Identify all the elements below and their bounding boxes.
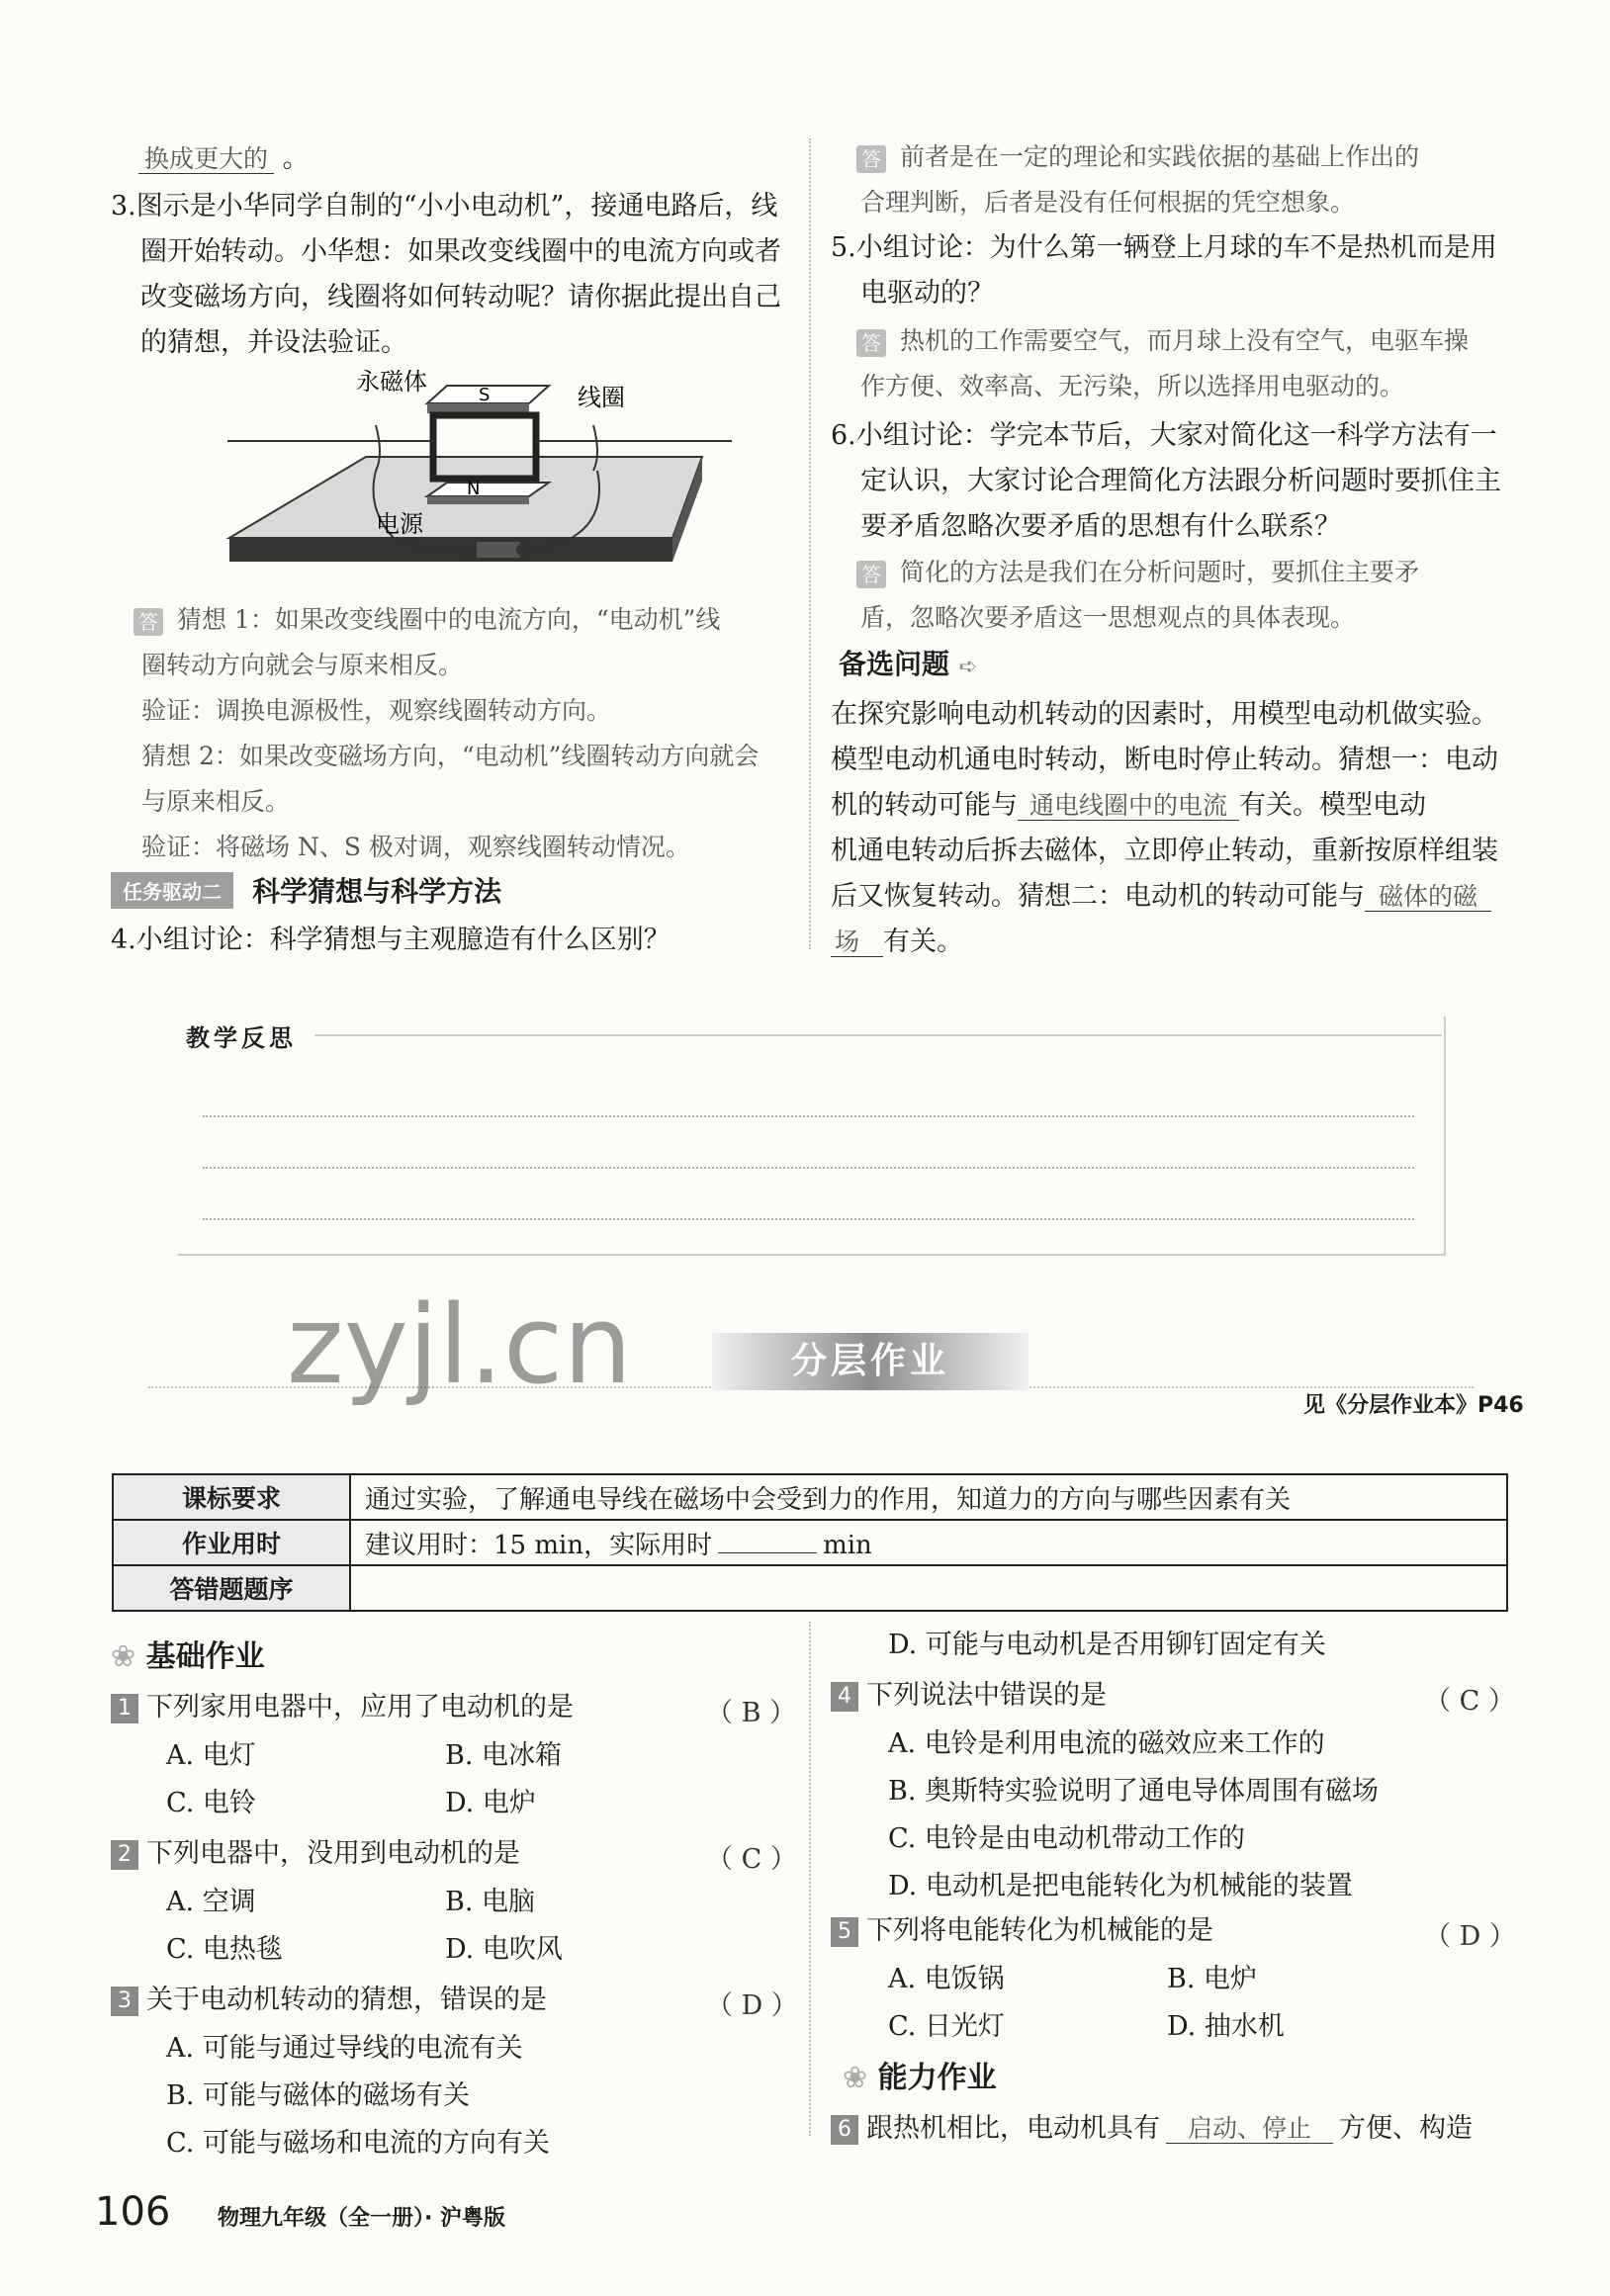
option-b: B. 可能与磁体的磁场有关 [166, 2080, 471, 2111]
option-b: B. 奥斯特实验说明了通电导体周围有磁场 [888, 1776, 1380, 1807]
answer-icon: 答 [134, 608, 163, 636]
reflection-line-3 [203, 1218, 1414, 1220]
table-row: 答错题题序 [113, 1565, 1507, 1611]
layered-reference: 见《分层作业本》P46 [1303, 1393, 1524, 1418]
basic-question-2: 2 下列电器中，没用到电动机的是 [111, 1831, 520, 1877]
basic-question-1: 1 下列家用电器中，应用了电动机的是 [111, 1685, 574, 1730]
actual-time-blank[interactable] [718, 1552, 817, 1553]
option-d: D. 可能与电动机是否用铆钉固定有关 [888, 1630, 1326, 1660]
backup-title: 备选问题 ➪ [839, 648, 978, 680]
answer-q4: （ C ） [1424, 1686, 1515, 1717]
backup-question: 在探究影响电动机转动的因素时，用模型电动机做实验。 模型电动机通电时转动，断电时停止转动。猜想一：电动 机的转动可能与 通电线圈中的电流 有关。模型电动 机通电转动后拆去磁体，立即停止转动，重新按原样组装 后又恢复转动。猜想二：电动机的转动可能与 磁体的磁 场 有关。 [831, 699, 1498, 957]
basic-question-5: 5 下列将电能转化为机械能的是 [831, 1908, 1213, 1954]
option-d: D. 抽水机 [1167, 2011, 1285, 2042]
question-4: 4.小组讨论：科学猜想与主观臆造有什么区别？ [111, 925, 671, 955]
column-divider-lower [809, 1622, 811, 2136]
leaf-icon: ❀ [843, 2061, 868, 2095]
reflection-line-2 [203, 1167, 1414, 1169]
label-power: 电源 [376, 510, 423, 538]
answer-icon: 答 [856, 145, 886, 173]
option-c: C. 日光灯 [888, 2011, 1005, 2042]
task-tag: 任务驱动二 [111, 872, 233, 909]
answer-q5: （ D ） [1424, 1921, 1516, 1952]
column-divider [809, 138, 811, 949]
book-title: 物理九年级（全一册）· 沪粤版 [218, 2206, 506, 2231]
option-c: C. 电铃是由电动机带动工作的 [888, 1823, 1245, 1854]
task-heading [111, 870, 501, 906]
table-row: 课标要求 通过实验，了解通电导线在磁场中会受到力的作用，知道力的方向与哪些因素有关 [113, 1474, 1507, 1520]
ability-title: ❀ 能力作业 [843, 2061, 997, 2095]
table-row: 作业用时 建议用时：15 min，实际用时 min [113, 1520, 1507, 1565]
option-a: A. 空调 [166, 1887, 256, 1917]
option-c: C. 电热毯 [166, 1934, 283, 1965]
option-c: C. 电铃 [166, 1788, 256, 1818]
reflection-line-1 [203, 1115, 1414, 1117]
option-d: D. 电吹风 [445, 1934, 563, 1965]
option-b: B. 电脑 [445, 1887, 536, 1917]
option-a: A. 可能与通过导线的电流有关 [166, 2033, 523, 2064]
option-c: C. 可能与磁场和电流的方向有关 [166, 2128, 550, 2159]
answer-icon: 答 [856, 329, 886, 357]
question-6: 6.小组讨论：学完本节后，大家对简化这一科学方法有一 定认识，大家讨论合理简化方法跟分析问题时要抓住主 要矛盾忽略次要矛盾的思想有什么联系？ [831, 420, 1501, 542]
reflection-rule [314, 1034, 1442, 1036]
wrong-answers-cell[interactable] [350, 1565, 1507, 1611]
option-b: B. 电炉 [1167, 1964, 1258, 1994]
arrow-icon: ➪ [958, 655, 978, 679]
task-title: 科学猜想与科学方法 [252, 875, 502, 908]
ability-question-6: 6 跟热机相比，电动机具有 启动、停止 方便、构造 [831, 2106, 1473, 2152]
answer-4: 答 前者是在一定的理论和实践依据的基础上作出的 合理判断，后者是没有任何根据的凭空想象。 [856, 134, 1529, 225]
answer-icon: 答 [856, 561, 886, 588]
basic-question-4: 4 下列说法中错误的是 [831, 1673, 1107, 1719]
basic-title: ❀ 基础作业 [111, 1639, 265, 1674]
option-a: A. 电灯 [166, 1740, 256, 1771]
requirements-table [112, 1473, 1508, 1612]
option-a: A. 电铃是利用电流的磁效应来工作的 [888, 1728, 1325, 1759]
answer-5: 答 热机的工作需要空气，而月球上没有空气，电驱车操 作方便、效率高、无污染，所以选择用电驱动的。 [856, 318, 1529, 409]
label-n: N [467, 479, 481, 499]
motor-figure [218, 368, 732, 595]
basic-question-3: 3 关于电动机转动的猜想，错误的是 [111, 1978, 547, 2023]
label-s: S [479, 385, 491, 405]
answer-q1: （ B ） [706, 1698, 797, 1728]
layered-title: 分层作业 [712, 1333, 1029, 1390]
option-b: B. 电冰箱 [445, 1740, 563, 1771]
answer-6: 答 简化的方法是我们在分析问题时，要抓住主要矛 盾，忽略次要矛盾这一思想观点的具体表现。 [856, 550, 1529, 641]
question-3: 3.图示是小华同学自制的“小小电动机”，接通电路后，线 圈开始转动。小华想：如果改变线圈中的电流方向或者 改变磁场方向，线圈将如何转动呢？请你据此提出自己 的猜想，并设法验证。 [111, 191, 781, 358]
leaf-icon: ❀ [111, 1639, 136, 1674]
answer-3: 答 猜想 1：如果改变线圈中的电流方向，“电动机”线 圈转动方向就会与原来相反。 验证：调换电源极性，观察线圈转动方向。 猜想 2：如果改变磁场方向，“电动机”线圈转动方向就会 与原来相反。 验证：将磁场 N、S 极对调，观察线圈转动情况。 [134, 597, 806, 870]
answer-q3: （ D ） [706, 1990, 798, 2021]
page-number: 106 [95, 2189, 171, 2235]
option-d: D. 电炉 [445, 1788, 536, 1818]
label-magnet: 永磁体 [356, 368, 427, 396]
reflection-title: 教学反思 [186, 1018, 309, 1053]
label-coil: 线圈 [578, 384, 625, 411]
continued-line: 换成更大的 。 [138, 136, 310, 182]
option-d: D. 电动机是把电能转化为机械能的装置 [888, 1871, 1353, 1901]
option-a: A. 电饭锅 [888, 1964, 1005, 1994]
answer-q2: （ C ） [706, 1844, 797, 1875]
question-5: 5.小组讨论：为什么第一辆登上月球的车不是热机而是用 电驱动的？ [831, 232, 1497, 309]
watermark: zyjl.cn [287, 1281, 633, 1408]
